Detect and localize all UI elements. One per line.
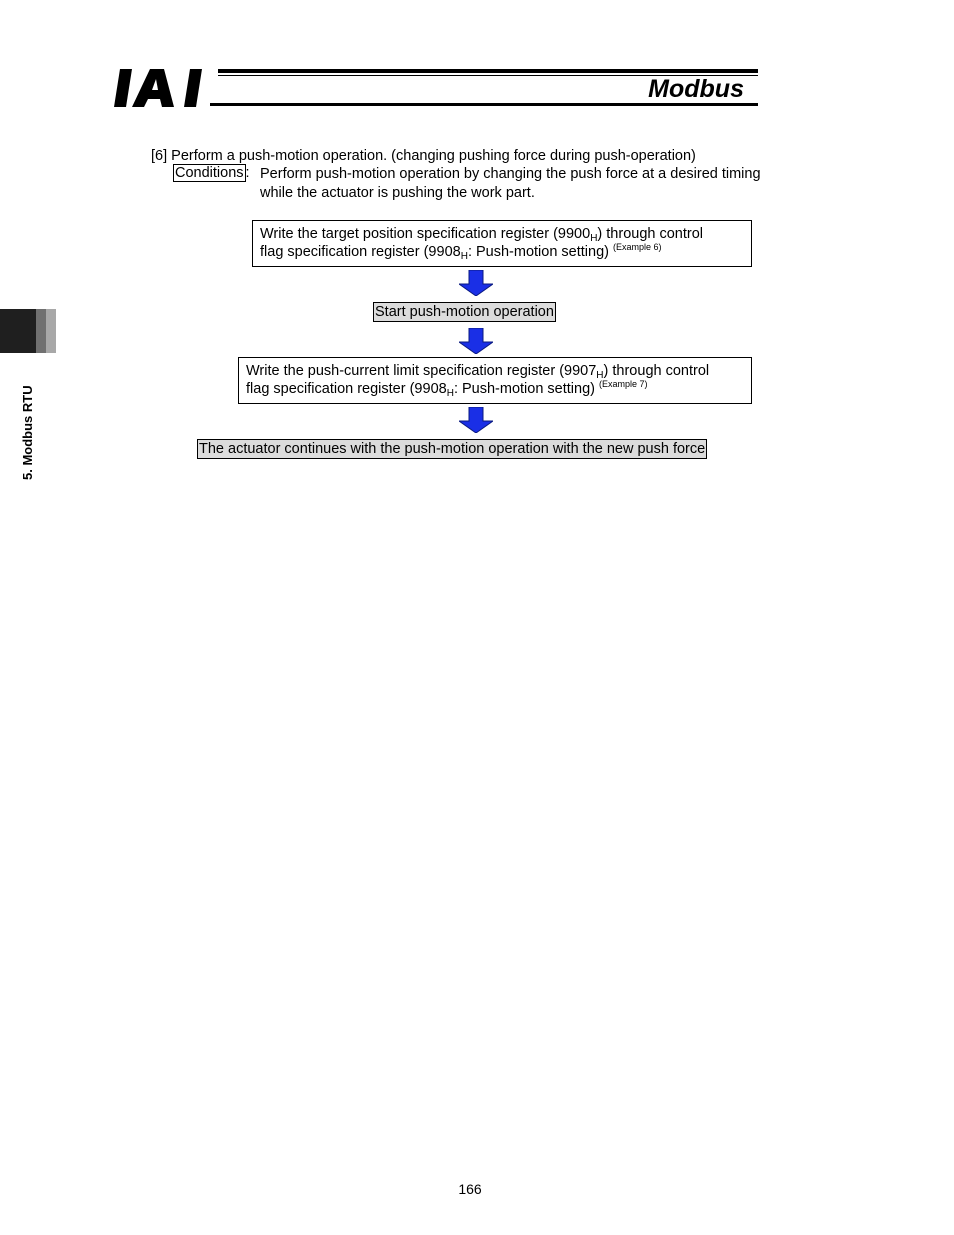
example-6-ref: (Example 6) bbox=[613, 242, 662, 252]
conditions-label-wrap bbox=[173, 164, 250, 182]
flow-step-continue-push-motion: The actuator continues with the push-motion operation with the new push force bbox=[199, 441, 706, 457]
flow-box-1-line-1: Write the target position specification register $(9900_H)$ through control bbox=[260, 226, 704, 244]
conditions-colon: : bbox=[245, 165, 250, 181]
iai-logo bbox=[112, 66, 212, 110]
example-7-ref: (Example 7) bbox=[599, 379, 648, 389]
flow-box-write-target-position bbox=[252, 220, 752, 267]
flow-step-start-push-motion: Start push-motion operation bbox=[375, 304, 554, 320]
chapter-tab-light bbox=[46, 309, 56, 353]
step-title: Perform a push-motion operation. (changing pushing force during push-operation) bbox=[171, 148, 696, 164]
down-arrow-icon bbox=[459, 328, 493, 354]
header-section-title: Modbus bbox=[648, 75, 744, 103]
flow-box-write-push-current-limit bbox=[238, 357, 752, 404]
flow-box-3-line-1: Write the push-current limit specification register $(9907_H)$ through control bbox=[246, 363, 710, 381]
flow-box-3-line-2: flag specification register ($9908_H$: Push-motion setting) $^{(Example 7)}$ bbox=[246, 379, 648, 399]
flow-box-1-line-2: flag specification register ($9908_H$: Push-motion setting) $^{(Example 6)}$ bbox=[260, 242, 662, 262]
page-number: 166 bbox=[458, 1181, 482, 1197]
conditions-label: Conditions bbox=[175, 165, 244, 181]
chapter-label: 5. Modbus RTU bbox=[20, 385, 35, 480]
step-heading bbox=[151, 147, 696, 165]
chapter-tab-mid bbox=[36, 309, 46, 353]
conditions-line-2: while the actuator is pushing the work part. bbox=[260, 185, 535, 201]
chapter-tab-dark bbox=[0, 309, 36, 353]
down-arrow-icon bbox=[459, 270, 493, 296]
conditions-line-1: Perform push-motion operation by changing the push force at a desired timing bbox=[260, 166, 761, 182]
header-rule-thick bbox=[218, 69, 758, 73]
step-number: [6] bbox=[151, 148, 168, 164]
down-arrow-icon bbox=[459, 407, 493, 433]
